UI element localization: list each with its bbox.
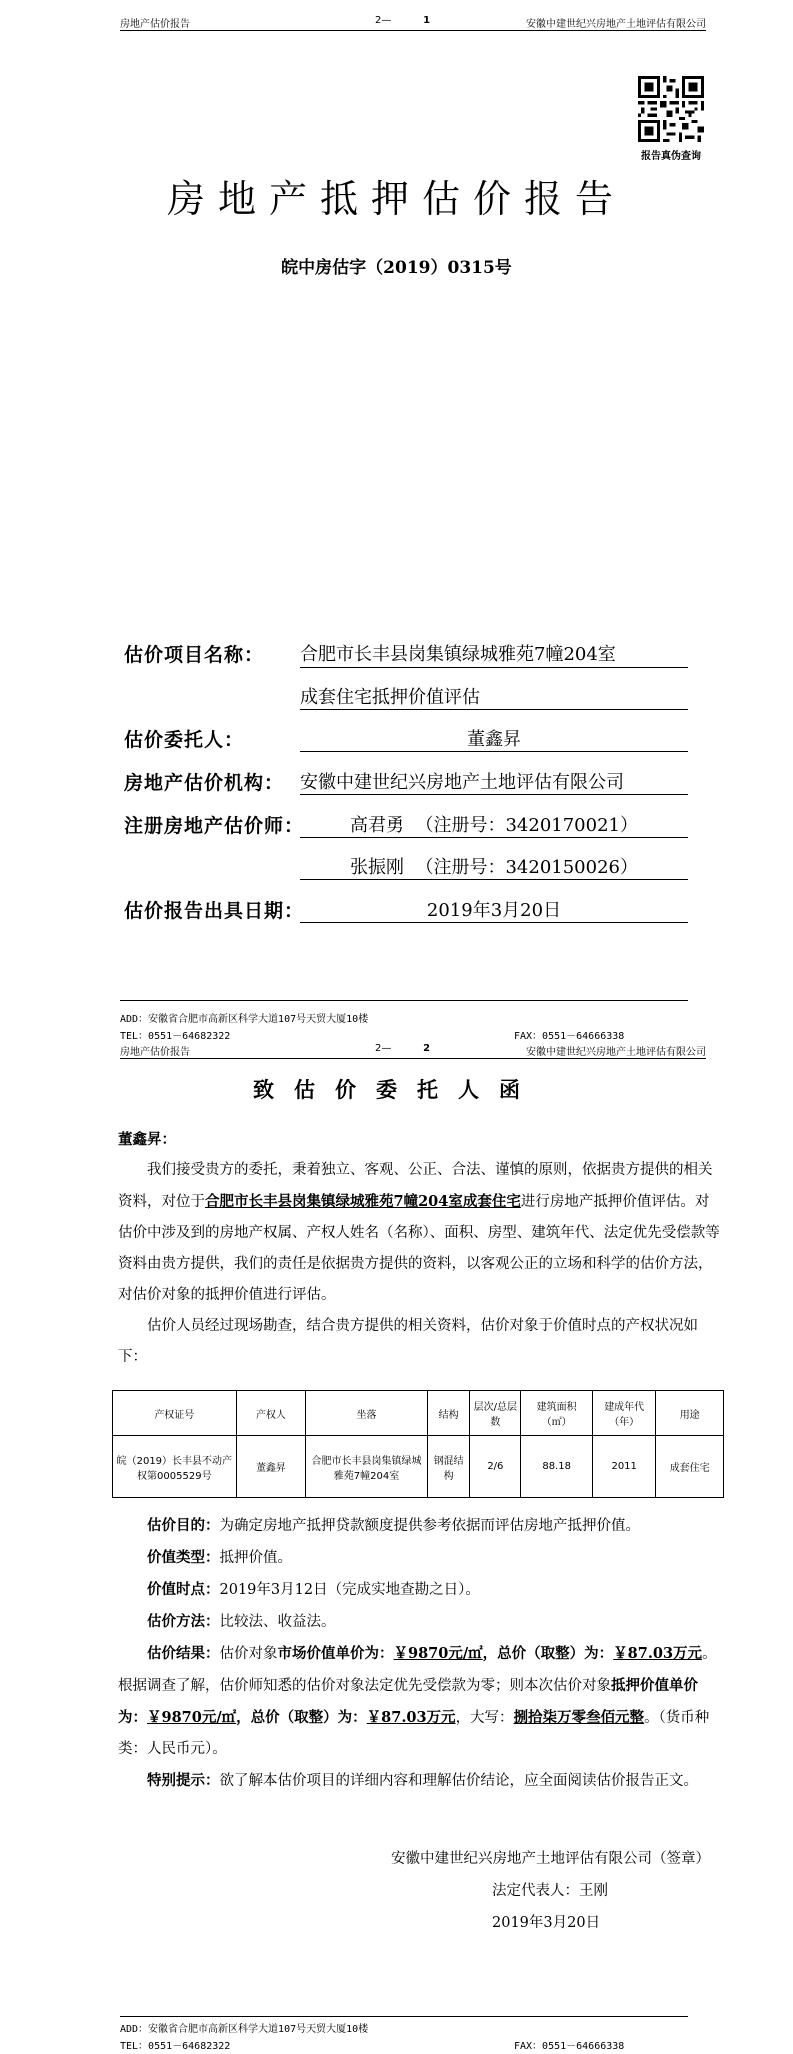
table-header-cell: 产权人 [236, 1391, 306, 1436]
table-cell: 钢混结构 [427, 1436, 470, 1498]
project-label: 估价项目名称： [124, 644, 265, 666]
table-header-cell: 建筑面积（㎡） [521, 1391, 593, 1436]
underline [300, 751, 688, 752]
table-cell: 董鑫昇 [236, 1436, 306, 1498]
appraiser-label: 注册房地产估价师： [124, 815, 305, 837]
letter-title: 致估价委托人函 [253, 1077, 540, 1102]
header-company: 安徽中建世纪兴房地产土地评估有限公司 [526, 19, 706, 30]
footer-contact [120, 1027, 706, 1042]
appraiser-1: 高君勇 （注册号：3420170021） [350, 815, 638, 836]
client-label: 估价委托人： [124, 729, 245, 751]
sign-company: 安徽中建世纪兴房地产土地评估有限公司（签章） [391, 1851, 710, 1867]
date-label: 估价报告出具日期： [124, 900, 305, 922]
table-header-cell: 建成年代（年） [593, 1391, 656, 1436]
footer-address: ADD：安徽省合肥市高新区科学大道107号天贸大厦10楼 [120, 1014, 369, 1025]
table-cell: 2/6 [470, 1436, 521, 1498]
project-value-line2: 成套住宅抵押价值评估 [300, 687, 480, 708]
header-divider [120, 30, 706, 31]
footer-tel: TEL：0551－64682322 [120, 1031, 231, 1042]
report-number: 皖中房估字（2019）0315号 [281, 258, 512, 278]
underline [300, 922, 688, 923]
header-page-number: 2— 2 [375, 1043, 431, 1054]
table-header-cell: 结构 [427, 1391, 470, 1436]
underline [300, 879, 688, 880]
footer-fax: FAX：0551－64666338 [514, 1031, 625, 1042]
header-doc-type: 房地产估价报告 [120, 19, 190, 30]
header-doc-type: 房地产估价报告 [120, 1047, 190, 1058]
underline [300, 709, 688, 710]
table-cell: 88.18 [521, 1436, 593, 1498]
agency-label: 房地产估价机构： [124, 772, 285, 794]
table-header-cell: 产权证号 [113, 1391, 237, 1436]
method-line: 估价方法：比较法、收益法。 [147, 1613, 336, 1630]
header-company: 安徽中建世纪兴房地产土地评估有限公司 [526, 1047, 706, 1058]
paragraph-1: 我们接受贵方的委托，秉着独立、客观、公正、合法、谨慎的原则，依据贵方提供的相关资料，对位于合肥市长丰县岗集镇绿城雅苑7幢204室成套住宅进行房地产抵押价值评估。对估价中涉及到的房地产权属、产权人姓名（名称）、面积、房型、建筑年代、法定优先受偿款等资料由贵方提供，我们的责任是依据贵方提供的资料，以客观公正的立场和科学的估价方法，对估价对象的抵押价值进行评估。 [118, 1162, 720, 1303]
letter-body [118, 1124, 722, 1373]
header-divider [120, 1058, 706, 1059]
letter-details [118, 1510, 722, 1797]
report-title: 房地产抵押估价报告 [166, 177, 626, 221]
time-line: 价值时点：2019年3月12日（完成实地查勘之日）。 [147, 1581, 480, 1598]
property-table [112, 1390, 724, 1498]
purpose-line: 估价目的：为确定房地产抵押贷款额度提供参考依据而评估房地产抵押价值。 [147, 1517, 640, 1534]
table-cell: 皖（2019）长丰县不动产权第0005529号 [113, 1436, 237, 1498]
client-value: 董鑫昇 [467, 729, 521, 750]
footer-address: ADD：安徽省合肥市高新区科学大道107号天贸大厦10楼 [120, 2024, 369, 2035]
table-cell: 合肥市长丰县岗集镇绿城雅苑7幢204室 [306, 1436, 428, 1498]
table-header-row [113, 1391, 724, 1436]
appraiser-2: 张振刚 （注册号：3420150026） [350, 857, 638, 878]
sign-date: 2019年3月20日 [492, 1915, 601, 1931]
result-paragraph: 估价结果：估价对象市场价值单价为：￥9870元/㎡，总价（取整）为：￥87.03万元。根据调查了解，估价师知悉的估价对象法定优先受偿款为零；则本次估价对象抵押价值单价为：￥9870元/㎡，总价（取整）为：￥87.03万元，大写：捌拾柒万零叁佰元整。（货币种类：人民币元）。 [118, 1645, 717, 1757]
paragraph-2: 估价人员经过现场勘查，结合贵方提供的相关资料，估价对象于价值时点的产权状况如下： [118, 1318, 698, 1365]
underline [300, 667, 688, 668]
footer-divider [120, 1000, 688, 1001]
table-header-cell: 坐落 [306, 1391, 428, 1436]
table-row [113, 1436, 724, 1498]
header-page-number: 2— 1 [375, 15, 431, 26]
underline [300, 837, 688, 838]
salutation: 董鑫昇： [118, 1131, 176, 1148]
agency-value: 安徽中建世纪兴房地产土地评估有限公司 [300, 772, 624, 793]
qr-code-icon [638, 76, 704, 142]
type-line: 价值类型：抵押价值。 [147, 1549, 292, 1566]
footer-divider [120, 2016, 688, 2017]
underline [300, 794, 688, 795]
note-line: 特别提示：欲了解本估价项目的详细内容和理解估价结论，应全面阅读估价报告正文。 [147, 1772, 698, 1789]
project-value-line1: 合肥市长丰县岗集镇绿城雅苑7幢204室 [300, 644, 616, 665]
table-header-cell: 用途 [656, 1391, 724, 1436]
footer-contact [120, 2037, 706, 2052]
footer-tel: TEL：0551－64682322 [120, 2041, 231, 2052]
sign-representative: 法定代表人：王刚 [492, 1883, 608, 1899]
table-cell: 成套住宅 [656, 1436, 724, 1498]
footer-fax: FAX：0551－64666338 [514, 2041, 625, 2052]
date-value: 2019年3月20日 [426, 900, 562, 921]
table-cell: 2011 [593, 1436, 656, 1498]
table-header-cell: 层次/总层数 [470, 1391, 521, 1436]
qr-caption: 报告真伪查询 [641, 151, 701, 162]
